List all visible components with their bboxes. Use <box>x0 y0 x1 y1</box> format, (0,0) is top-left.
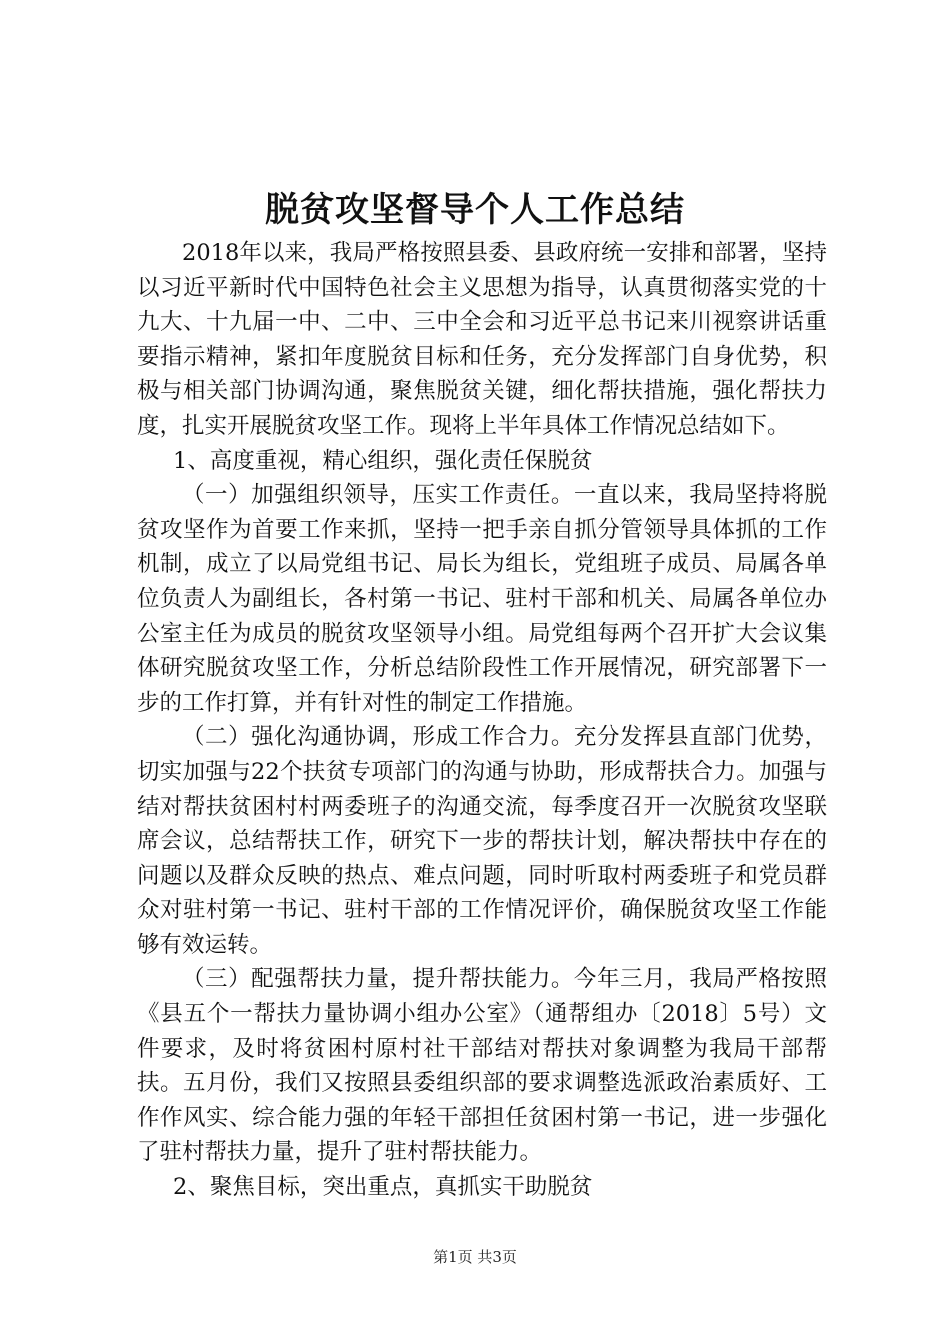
section-heading-2: 2、聚焦目标，突出重点，真抓实干助脱贫 <box>173 1174 593 1201</box>
subsection-paragraph-3: （三）配强帮扶力量，提升帮扶能力。今年三月，我局严格按照《县五个一帮扶力量协调小组办公室》（通帮组办〔2018〕5号）文件要求，及时将贫困村原村社干部结对帮扶对象调整为我局干部帮扶。五月份，我们又按照县委组织部的要求调整选派政治素质好、工作作风实、综合能力强的年轻干部担任贫困村第一书记，进一步强化了驻村帮扶力量，提升了驻村帮扶能力。 <box>137 966 827 1166</box>
intro-paragraph: 2018年以来，我局严格按照县委、县政府统一安排和部署，坚持以习近平新时代中国特色社会主义思想为指导，认真贯彻落实党的十九大、十九届一中、二中、三中全会和习近平总书记来川视察讲话重要指示精神，紧扣年度脱贫目标和任务，充分发挥部门自身优势，积极与相关部门协调沟通，聚焦脱贫关键，细化帮扶措施，强化帮扶力度，扎实开展脱贫攻坚工作。现将上半年具体工作情况总结如下。 <box>137 240 827 439</box>
document-title: 脱贫攻坚督导个人工作总结 <box>265 190 685 230</box>
document-body <box>137 236 827 1205</box>
subsection-paragraph-1: （一）加强组织领导，压实工作责任。一直以来，我局坚持将脱贫攻坚作为首要工作来抓，坚持一把手亲自抓分管领导具体抓的工作机制，成立了以局党组书记、局长为组长，党组班子成员、局属各单位负责人为副组长，各村第一书记、驻村干部和机关、局属各单位办公室主任为成员的脱贫攻坚领导小组。局党组每两个召开扩大会议集体研究脱贫攻坚工作，分析总结阶段性工作开展情况，研究部署下一步的工作打算，并有针对性的制定工作措施。 <box>137 482 827 716</box>
page-number-footer: 第1页 共3页 <box>433 1248 517 1266</box>
subsection-paragraph-2: （二）强化沟通协调，形成工作合力。充分发挥县直部门优势，切实加强与22个扶贫专项部门的沟通与协助，形成帮扶合力。加强与结对帮扶贫困村村两委班子的沟通交流，每季度召开一次脱贫攻坚联席会议，总结帮扶工作，研究下一步的帮扶计划，解决帮扶中存在的问题以及群众反映的热点、难点问题，同时听取村两委班子和党员群众对驻村第一书记、驻村干部的工作情况评价，确保脱贫攻坚工作能够有效运转。 <box>137 724 827 958</box>
section-heading-1: 1、高度重视，精心组织，强化责任保脱贫 <box>173 447 593 474</box>
